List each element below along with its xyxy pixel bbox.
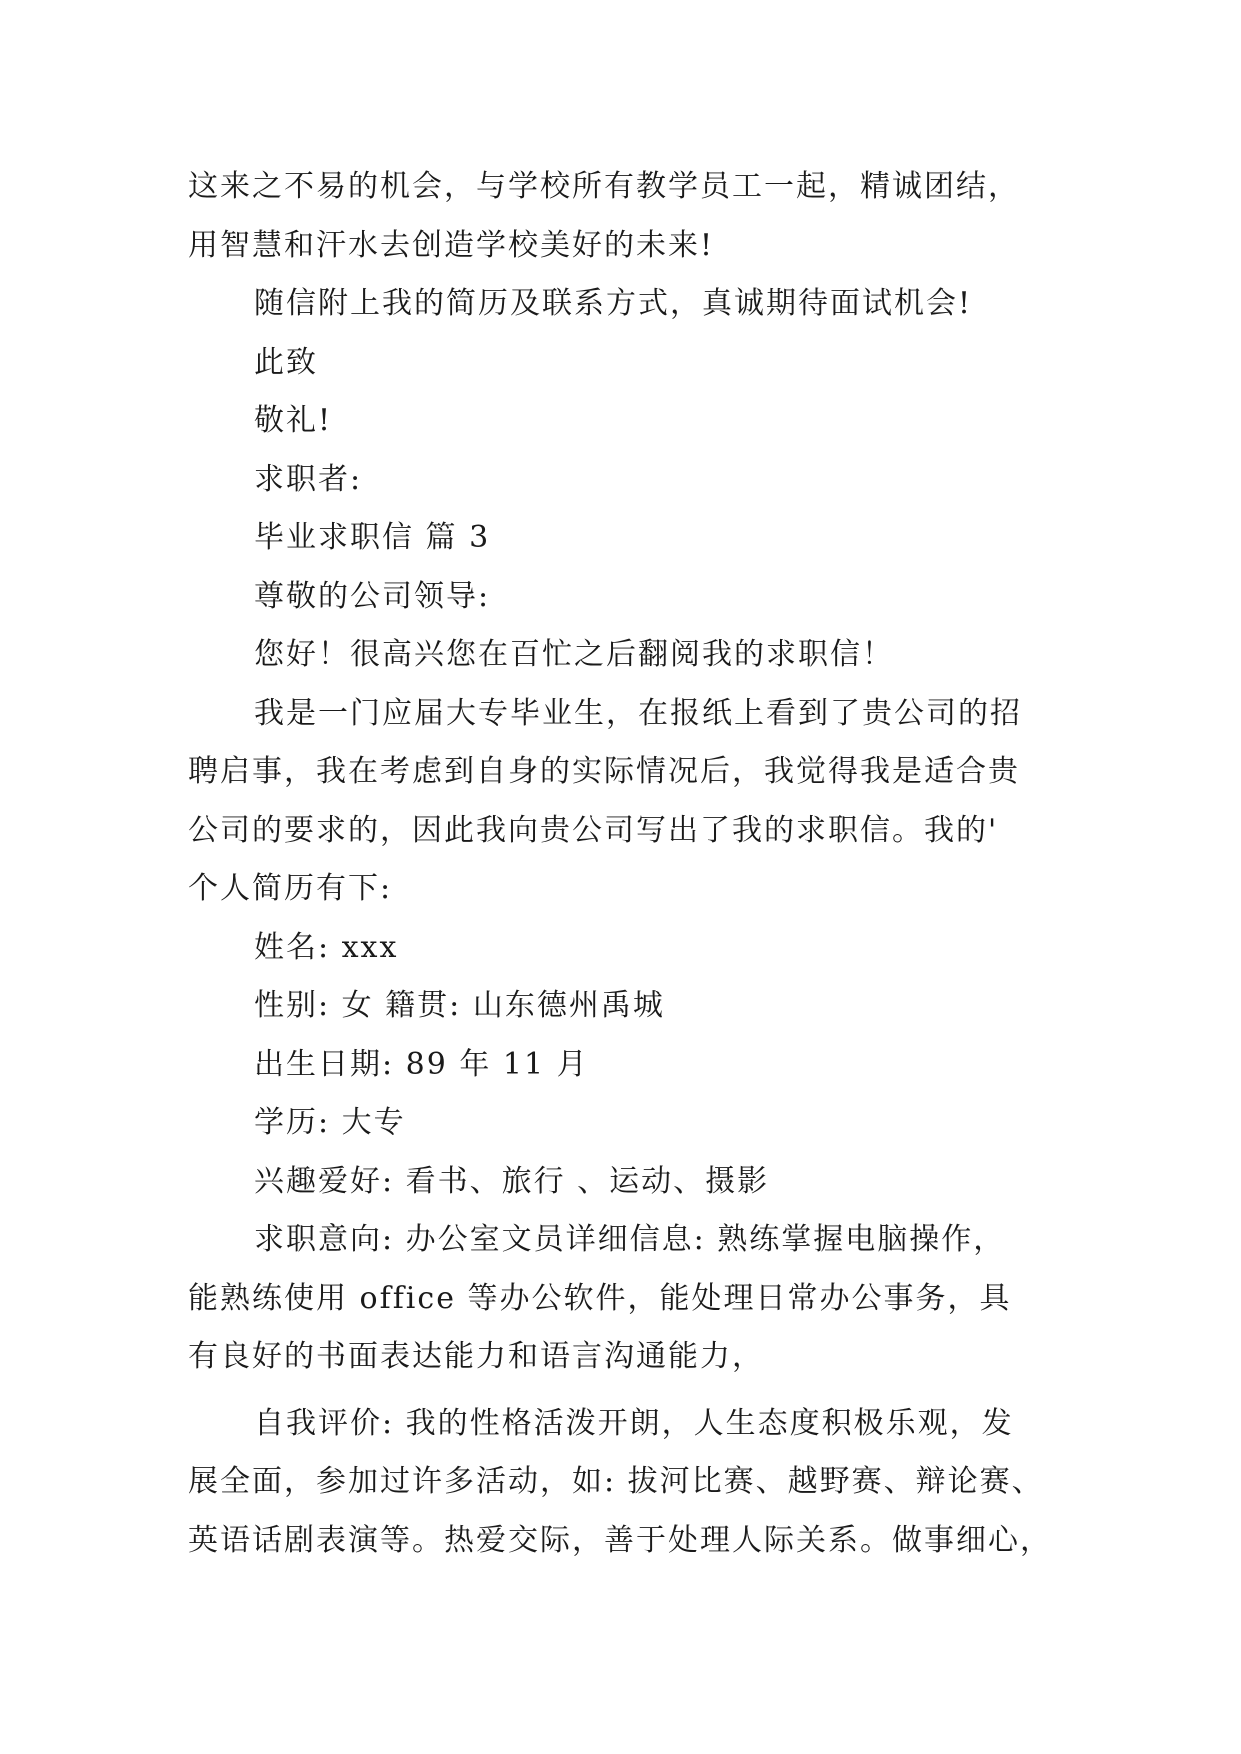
text-line: 求职意向: 办公室文员详细信息: 熟练掌握电脑操作， (254, 1222, 1006, 1257)
text-line: 能熟练使用 office 等办公软件，能处理日常办公事务，具 (188, 1280, 1012, 1316)
section-heading: 毕业求职信 篇 3 (254, 520, 491, 555)
text-line: 自我评价: 我的性格活泼开朗，人生态度积极乐观，发 (254, 1405, 1014, 1441)
info-hobbies: 兴趣爱好: 看书、旅行 、运动、摄影 (254, 1163, 770, 1199)
info-name: 姓名: xxx (254, 929, 399, 965)
text-line: 展全面，参加过许多活动，如: 拔河比赛、越野赛、辩论赛、 (188, 1464, 1044, 1499)
text-line: 英语话剧表演等。热爱交际，善于处理人际关系。做事细心， (188, 1522, 1052, 1558)
paragraph-self-evaluation (188, 1395, 1068, 1571)
text-line: 这来之不易的机会，与学校所有教学员工一起，精诚团结， (188, 169, 1020, 204)
text-line: 我是一门应届大专毕业生，在报纸上看到了贵公司的招 (254, 695, 1022, 731)
paragraph-job-intention (188, 1211, 1068, 1387)
text-line: 个人简历有下: (188, 871, 393, 906)
text-line: 公司的要求的，因此我向贵公司写出了我的求职信。我的' (188, 812, 999, 848)
letter-body (188, 158, 1068, 1570)
text-line: 用智慧和汗水去创造学校美好的未来! (188, 227, 715, 263)
paragraph-closing-statement (188, 158, 1068, 275)
paragraph-attachment-note: 随信附上我的简历及联系方式，真诚期待面试机会! (254, 286, 973, 321)
salutation-jingli: 敬礼! (254, 403, 333, 438)
greeting-hello: 您好！很高兴您在百忙之后翻阅我的求职信！ (254, 637, 894, 672)
text-line: 聘启事，我在考虑到自身的实际情况后，我觉得我是适合贵 (188, 754, 1020, 789)
paragraph-introduction (188, 685, 1068, 919)
info-gender-hometown: 性别: 女 籍贯: 山东德州禹城 (254, 988, 665, 1023)
text-line: 有良好的书面表达能力和语言沟通能力， (188, 1339, 764, 1374)
info-education: 学历: 大专 (254, 1105, 406, 1140)
info-birthdate: 出生日期: 89 年 11 月 (254, 1046, 589, 1082)
salutation-cizhi: 此致 (254, 344, 318, 380)
signature-applicant: 求职者: (254, 461, 363, 497)
greeting-addressee: 尊敬的公司领导: (254, 578, 491, 614)
